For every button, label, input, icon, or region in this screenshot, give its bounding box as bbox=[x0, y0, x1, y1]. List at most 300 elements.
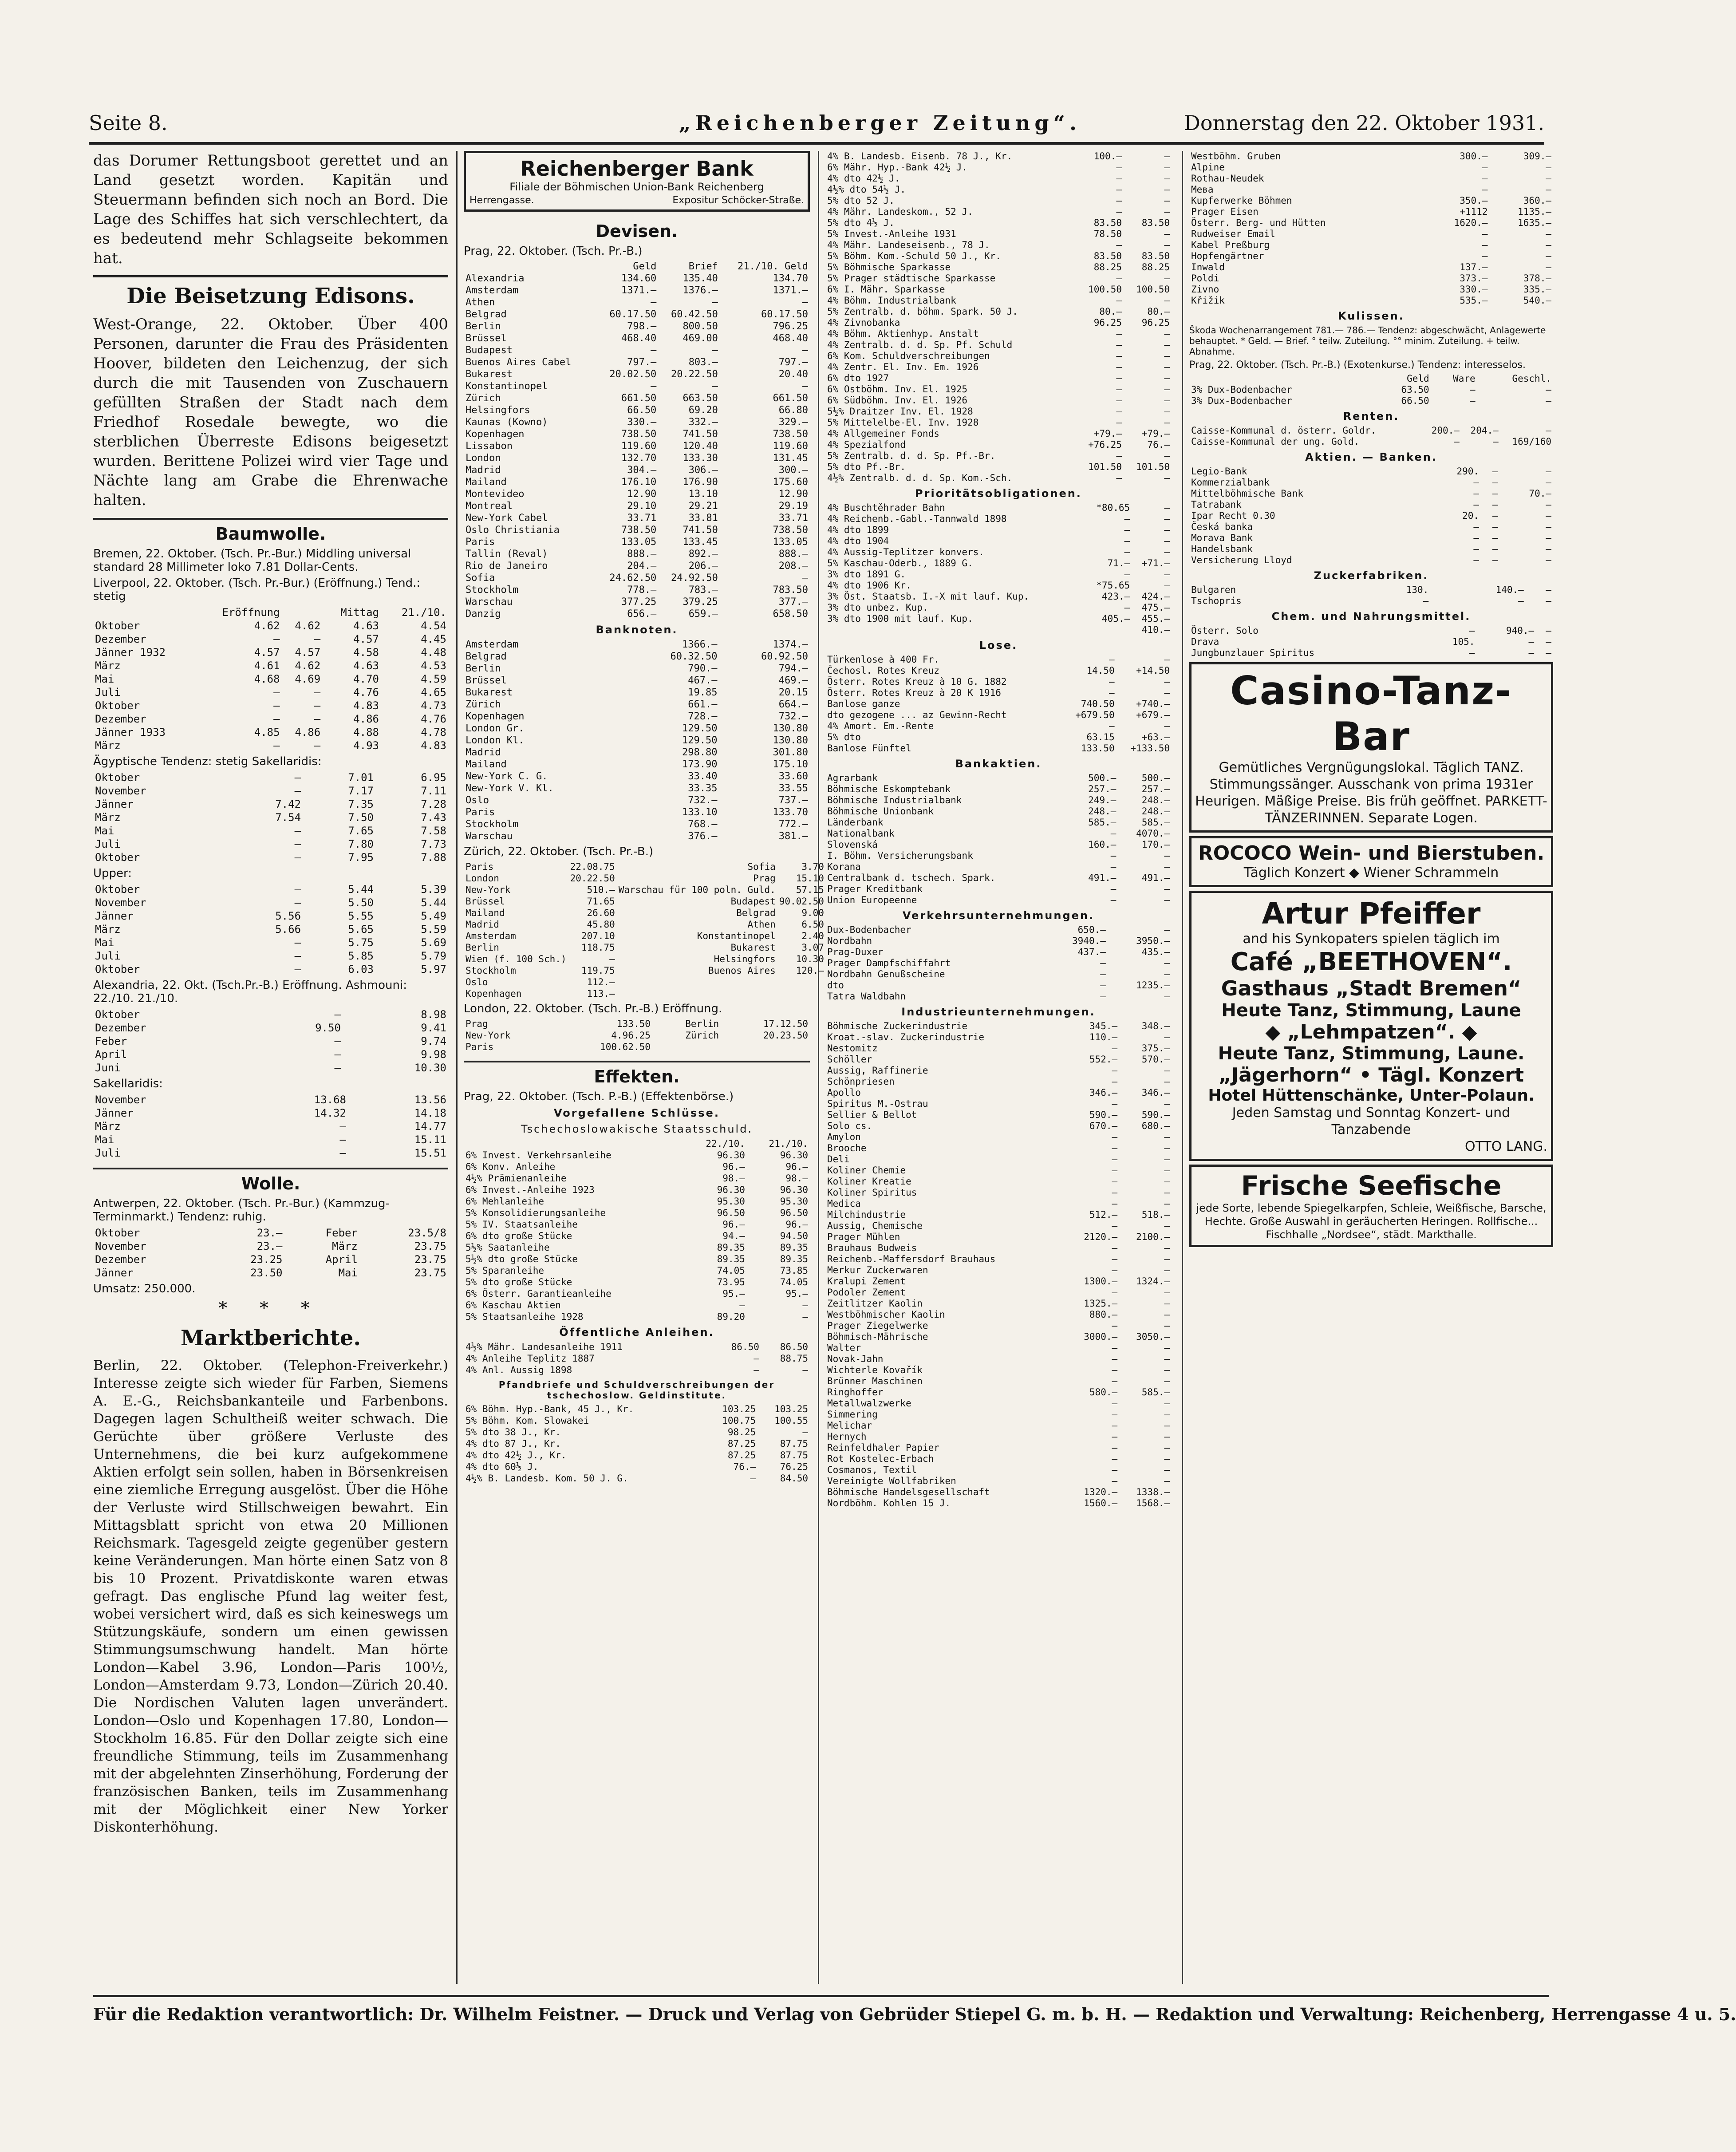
row-label: 4% Anleihe Teplitz 1887 bbox=[466, 1353, 595, 1364]
row-value: 86.50 bbox=[731, 1342, 759, 1352]
row-label: Kroat.-slav. Zuckerindustrie bbox=[827, 1032, 985, 1042]
advert-pfeiffer-title: Artur Pfeiffer bbox=[1262, 896, 1481, 931]
table-row bbox=[93, 936, 448, 949]
effekten-title: Effekten. bbox=[464, 1061, 810, 1086]
row-label: Caisse-Kommunal der ung. Gold. bbox=[1191, 436, 1360, 447]
row-value: 169/160 bbox=[1512, 436, 1551, 447]
row-value: 130.80 bbox=[773, 723, 808, 734]
row-label: Bukarest bbox=[466, 687, 513, 698]
table-row bbox=[825, 1198, 1172, 1209]
row-label: Banlose Fünftel bbox=[827, 743, 911, 754]
row-value: — bbox=[1482, 251, 1488, 261]
table-row bbox=[464, 368, 810, 380]
table-row bbox=[1189, 510, 1553, 521]
row-value: — bbox=[1116, 162, 1122, 173]
row-value: 89.20 bbox=[717, 1311, 745, 1322]
row-value: 133.50 bbox=[617, 1019, 651, 1029]
row-value: — bbox=[1112, 1154, 1118, 1165]
row-label: Brooche bbox=[827, 1143, 867, 1153]
row-value: — bbox=[273, 633, 280, 645]
table-row bbox=[1189, 636, 1553, 648]
table-row bbox=[464, 1018, 810, 1030]
industrie-table bbox=[825, 1021, 1172, 1509]
table-row bbox=[825, 362, 1172, 373]
row-value: 7.80 bbox=[348, 838, 374, 850]
advert-casino-text: Gemütliches Vergnügungslokal. Täglich TANZ. Stimmungssänger. Ausschank von prima 1931er Heurigen. Mäßige Preise. Bis früh geöffnet. PARKETT-TÄNZERINNEN. Separate Logen. bbox=[1195, 760, 1547, 826]
table-row bbox=[825, 817, 1172, 828]
upper-table bbox=[93, 883, 448, 976]
row-value: 1300.— bbox=[1084, 1276, 1118, 1287]
row-value: 12.90 bbox=[627, 489, 657, 500]
row-value: 15.11 bbox=[414, 1133, 446, 1146]
zurich-table bbox=[464, 861, 826, 999]
row-label: 5% Prager städtische Sparkasse bbox=[827, 273, 996, 284]
devisen-title: Devisen. bbox=[596, 221, 678, 241]
row-value: — bbox=[1116, 362, 1122, 372]
table-row bbox=[93, 699, 448, 712]
row-label: 4% Spezialfond bbox=[827, 439, 906, 450]
row-value: 381.— bbox=[778, 831, 808, 842]
table-row bbox=[825, 502, 1172, 513]
row-label: London Gr. bbox=[466, 723, 525, 734]
zucker-title: Zuckerfabriken. bbox=[1314, 569, 1429, 582]
table-row bbox=[825, 580, 1172, 591]
row-value: 15.51 bbox=[414, 1147, 446, 1159]
table-row bbox=[464, 344, 810, 356]
row-value: — bbox=[1164, 1187, 1170, 1198]
row-label: Westböhmischer Kaolin bbox=[827, 1309, 945, 1320]
effekten-dateline: Prag, 22. Oktober. (Tsch. P.-B.) (Effektenbörse.) bbox=[464, 1090, 734, 1103]
row-value: 9.00 bbox=[801, 908, 824, 918]
row-value: 20.23.50 bbox=[763, 1030, 808, 1041]
table-row bbox=[464, 404, 810, 416]
row-value: April bbox=[325, 1253, 358, 1266]
row-value: — bbox=[294, 896, 301, 909]
row-label: Jänner 1932 bbox=[95, 646, 166, 659]
table-row bbox=[93, 1266, 448, 1279]
table-row bbox=[825, 450, 1172, 462]
table-row bbox=[464, 572, 810, 584]
row-label: Wien (f. 100 Sch.) bbox=[466, 954, 567, 964]
row-value: 100.50 bbox=[1088, 284, 1122, 295]
row-value: — bbox=[1546, 425, 1551, 436]
row-label: Oslo Christiania bbox=[466, 525, 560, 536]
row-label: Nationalbank bbox=[827, 828, 895, 839]
row-label: Aussig, Raffinerie bbox=[827, 1065, 928, 1076]
row-value: 585.— bbox=[1141, 817, 1170, 828]
advert-jaegerhorn-title: „Jägerhorn“ • Tägl. Konzert bbox=[1218, 1064, 1524, 1086]
table-row bbox=[464, 723, 810, 734]
table-row bbox=[1189, 596, 1553, 607]
row-value: — bbox=[1492, 488, 1498, 499]
row-label: Hopfengärtner bbox=[1191, 251, 1264, 261]
row-label bbox=[825, 624, 1085, 636]
row-value: — bbox=[1112, 1431, 1118, 1442]
row-value: — bbox=[1100, 991, 1106, 1002]
column-header bbox=[464, 261, 597, 272]
market-article: Berlin, 22. Oktober. (Telephon-Freiverkehr.) Interesse zeigte sich wieder für Farben, Siemens A. E.-G., Reichsbankanteile und Farbenbons. Dagegen lagen Schultheiß weiter schwach. Die Gerüchte über größere Verluste des Unternehmens, die bei kurz aufgekommene Aktien erfolgt sein sollen, haben in Börsenkreisen eine ziemliche Erregung ausgelöst. Über die Höhe der Verluste wird Stillschweigen bewahrt. Ein Mittagsblatt spricht von etwa 20 Millionen Reichsmark. Tagesgeld zeigte gegenüber gestern keine Veränderungen. Man hörte einen Satz von 8 bis 10 Prozent. Privatdiskonte waren etwas gefragt. Das englische Pfund lag weiter fest, wobei versichert wird, daß es sich keineswegs um Stützungskäufe, sondern um einen gewissen Stimmungsumschwung handelt. Man hörte London—Kabel 3.96, London—Paris 100½, London—Amsterdam 9.73, London—Zürich 20.40. Die Nordischen Valuten lagen unverändert. London—Oslo und Kopenhagen 17.80, London—Stockholm 16.85. Für den Dollar zeigte sich eine freundliche Stimmung, teils im Zusammenhang mit der abgelehnten Zinserhöhung, Forderung der französischen Banken, teils im Zusammenhang mit der Möglichkeit einer New Yorker Diskonterhöhung. bbox=[93, 1358, 448, 1835]
row-value: 105. bbox=[1452, 636, 1475, 647]
row-value: 772.— bbox=[778, 819, 808, 830]
row-label: Oktober bbox=[95, 883, 140, 896]
row-value: — bbox=[1164, 1132, 1170, 1142]
table-row bbox=[1189, 544, 1553, 555]
row-value: — bbox=[1164, 861, 1170, 872]
row-label: Amylon bbox=[827, 1132, 861, 1142]
pfand-title: Pfandbriefe und Schuldverschreibungen der tschechoslow. Geldinstitute. bbox=[498, 1379, 775, 1401]
row-label: Jungbunzlauer Spiritus bbox=[1191, 648, 1315, 658]
row-value: 4.70 bbox=[353, 673, 379, 685]
table-row bbox=[825, 1343, 1172, 1354]
row-value: 87.25 bbox=[727, 1438, 756, 1449]
row-value: — bbox=[1116, 351, 1122, 361]
row-label: November bbox=[95, 1240, 146, 1252]
row-label: Warschau bbox=[466, 831, 513, 842]
row-value: — bbox=[651, 297, 657, 308]
row-value: 76.— bbox=[733, 1461, 756, 1472]
row-value: 88.25 bbox=[1141, 262, 1170, 272]
row-value: — bbox=[1469, 384, 1476, 395]
row-value: — bbox=[802, 1300, 808, 1311]
row-value: — bbox=[1116, 295, 1122, 306]
row-label: Koliner Spiritus bbox=[827, 1187, 917, 1198]
chem-title: Chem. und Nahrungsmittel. bbox=[1271, 610, 1471, 623]
table-row bbox=[93, 811, 448, 824]
row-label: Schöller bbox=[827, 1054, 872, 1065]
row-label: Koliner Kreatie bbox=[827, 1176, 911, 1187]
row-value: 1135.— bbox=[1518, 206, 1551, 217]
table-row bbox=[825, 1087, 1172, 1098]
table-row bbox=[1189, 477, 1553, 488]
row-value: 888.— bbox=[778, 549, 808, 560]
row-label: 4% Böhm. Aktienhyp. Anstalt bbox=[827, 328, 979, 339]
table-row bbox=[825, 687, 1172, 699]
table-row bbox=[825, 861, 1172, 873]
row-value: — bbox=[1124, 513, 1130, 524]
table-row bbox=[825, 340, 1172, 351]
row-value: 33.71 bbox=[627, 513, 657, 524]
table-row bbox=[464, 428, 810, 440]
table-row bbox=[93, 798, 448, 811]
row-value: — bbox=[1473, 488, 1480, 499]
row-value: 120.40 bbox=[683, 441, 718, 452]
table-row bbox=[464, 1219, 810, 1230]
prior-title: Prioritätsobligationen. bbox=[915, 487, 1082, 500]
row-label: Centralbank d. tschech. Spark. bbox=[827, 873, 996, 883]
wool-section-title: Wolle. bbox=[93, 1168, 448, 1193]
row-label: Bulgaren bbox=[1191, 584, 1236, 595]
row-label: London bbox=[466, 873, 499, 884]
table-row bbox=[464, 608, 810, 620]
row-value: 6.03 bbox=[348, 963, 374, 975]
table-row bbox=[1189, 262, 1553, 273]
row-value: — bbox=[1112, 1132, 1118, 1142]
row-label: Buenos Aires Cabel bbox=[466, 357, 572, 368]
row-value: 70.— bbox=[1529, 488, 1551, 499]
staat-subtitle: Tschechoslowakische Staatsschuld. bbox=[521, 1123, 753, 1135]
table-row bbox=[93, 896, 448, 909]
table-row bbox=[1189, 184, 1553, 195]
row-value: 377.25 bbox=[621, 596, 657, 608]
row-label: 5% Staatsanleihe 1928 bbox=[466, 1311, 584, 1322]
table-row bbox=[93, 1240, 448, 1253]
row-value: — bbox=[1109, 676, 1115, 687]
devisen-dateline: Prag, 22. Oktober. (Tsch. Pr.-B.) bbox=[464, 245, 643, 258]
row-label: Oktober bbox=[95, 1227, 140, 1239]
table-row bbox=[464, 320, 810, 332]
table-row bbox=[825, 1121, 1172, 1132]
table-row bbox=[464, 794, 810, 806]
table-row bbox=[464, 584, 810, 596]
row-label: Böhmisch-Mährische bbox=[827, 1331, 928, 1342]
advert-bremen-title: Gasthaus „Stadt Bremen“ bbox=[1221, 976, 1522, 1000]
row-value: — bbox=[1164, 229, 1170, 239]
row-value: 732.— bbox=[688, 795, 718, 806]
table-row bbox=[93, 949, 448, 963]
table-row bbox=[825, 873, 1172, 884]
table-row bbox=[1189, 395, 1553, 407]
row-label: Paris bbox=[466, 537, 495, 548]
column-header: Geschl. bbox=[1512, 373, 1551, 384]
table-row bbox=[1189, 162, 1553, 173]
row-label: 5% dto Pf.-Br. bbox=[827, 462, 906, 472]
table-row bbox=[825, 1143, 1172, 1154]
row-label: Metallwalzwerke bbox=[827, 1398, 911, 1409]
table-row bbox=[825, 295, 1172, 306]
row-value: 1376.— bbox=[683, 285, 718, 296]
row-value: — bbox=[1164, 1398, 1170, 1409]
row-value: 6.50 bbox=[801, 919, 824, 930]
row-value: 330.— bbox=[627, 417, 657, 428]
row-value: — bbox=[1164, 1065, 1170, 1076]
row-label: Ringhoffer bbox=[827, 1387, 884, 1398]
row-value: — bbox=[334, 1062, 341, 1074]
column-header bbox=[464, 1138, 684, 1149]
row-value: 71.— bbox=[1107, 558, 1130, 569]
row-value: 5.85 bbox=[348, 950, 374, 962]
row-label: 4% Anl. Aussig 1898 bbox=[466, 1365, 572, 1375]
row-value: 518.— bbox=[1141, 1209, 1170, 1220]
row-value: — bbox=[1116, 173, 1122, 184]
row-label: 5% dto bbox=[827, 732, 861, 742]
table-row bbox=[825, 1331, 1172, 1343]
table-row bbox=[93, 837, 448, 851]
row-label: Kralupi Zement bbox=[827, 1276, 906, 1287]
edison-article: West-Orange, 22. Oktober. Über 400 Personen, darunter die Frau des Präsidenten Hoover, bildeten den Leichenzug, der sich durch die mit Tausenden von Zuschauern gefüllten Straßen der Stadt nach dem Friedhof Rosedale bewegte, wo die sterblichen Überreste Edisons beigesetzt wurden. Berittene Polizei wird vier Tage und Nächte lang am Grabe die Ehrenwache halten. bbox=[93, 316, 448, 509]
table-row bbox=[464, 746, 810, 758]
table-row bbox=[93, 659, 448, 672]
table-row bbox=[825, 1265, 1172, 1276]
row-value: — bbox=[1164, 362, 1170, 372]
row-value: 133.50 bbox=[1081, 743, 1115, 754]
row-label: 5% Zentralb. d. böhm. Spark. 50 J. bbox=[827, 306, 1018, 317]
advert-beethoven-title: Café „BEETHOVEN“. bbox=[1230, 948, 1512, 976]
table-row bbox=[825, 558, 1172, 569]
row-label: Juni bbox=[95, 1062, 121, 1074]
row-value: 737.— bbox=[778, 795, 808, 806]
oeffentliche-title: Öffentliche Anleihen. bbox=[559, 1326, 714, 1339]
row-value: — bbox=[1164, 1354, 1170, 1364]
table-row bbox=[825, 958, 1172, 969]
table-row bbox=[825, 980, 1172, 991]
row-value: — bbox=[1528, 648, 1535, 658]
row-value: — bbox=[651, 381, 657, 392]
row-label: April bbox=[95, 1048, 127, 1061]
row-value: — bbox=[1164, 151, 1170, 162]
row-value: 119.60 bbox=[773, 441, 808, 452]
advert-seefische-text: jede Sorte, lebende Spiegelkarpfen, Schleie, Weißfische, Barsche, Hechte. Große Auswahl in geräucherten Heringen. Rollfische... Fischhalle „Nordsee“, städt. Markthalle. bbox=[1196, 1202, 1547, 1241]
row-value: 298.80 bbox=[682, 747, 718, 758]
row-value: 4070.— bbox=[1136, 828, 1170, 839]
row-value: Sofia bbox=[747, 861, 776, 872]
row-value: — bbox=[1473, 533, 1480, 543]
column-header bbox=[282, 606, 323, 619]
row-value: 83.50 bbox=[1141, 217, 1170, 228]
table-row bbox=[825, 513, 1172, 525]
row-label: New-York C. G. bbox=[466, 771, 548, 782]
row-value: — bbox=[339, 1147, 346, 1159]
row-label: Aussig, Chemische bbox=[827, 1220, 923, 1231]
table-row bbox=[1189, 151, 1553, 162]
table-row bbox=[464, 907, 826, 919]
row-value: 330.— bbox=[1460, 284, 1488, 295]
row-value: 4.62 bbox=[295, 659, 321, 672]
row-label: Österr. Rotes Kreuz à 10 G. 1882 bbox=[827, 676, 1007, 687]
row-value: 20.22.50 bbox=[671, 369, 718, 380]
row-value: *75.65 bbox=[1096, 580, 1130, 591]
row-value: 500.— bbox=[1141, 773, 1170, 783]
table-row bbox=[93, 1021, 448, 1035]
row-value: 96.50 bbox=[717, 1208, 745, 1218]
row-value: 33.35 bbox=[688, 783, 718, 794]
table-row bbox=[825, 284, 1172, 295]
table-row bbox=[93, 1253, 448, 1266]
row-label: März bbox=[95, 811, 121, 824]
table-row bbox=[93, 619, 448, 632]
table-row bbox=[464, 1196, 810, 1207]
row-value: 552.— bbox=[1089, 1054, 1118, 1065]
table-row bbox=[825, 217, 1172, 229]
row-label: Athen bbox=[466, 297, 495, 308]
row-value: — bbox=[1164, 1154, 1170, 1165]
table-row bbox=[464, 512, 810, 524]
zucker-table bbox=[1189, 584, 1553, 607]
row-value: — bbox=[1492, 521, 1498, 532]
row-value: 23.75 bbox=[414, 1253, 446, 1266]
row-label: 6% dto große Stücke bbox=[466, 1231, 572, 1241]
row-value: 100.55 bbox=[774, 1415, 808, 1426]
row-label: Dezember bbox=[95, 633, 146, 645]
row-value: 69.20 bbox=[688, 405, 718, 416]
row-value: 377.— bbox=[778, 596, 808, 608]
row-value: — bbox=[1546, 229, 1551, 239]
row-label: Mailand bbox=[466, 908, 505, 918]
row-value: — bbox=[1546, 555, 1551, 565]
row-value: 89.35 bbox=[717, 1254, 745, 1264]
row-label: Mai bbox=[95, 825, 114, 837]
row-value: 379.25 bbox=[683, 596, 718, 608]
table-row bbox=[825, 665, 1172, 676]
row-value: — bbox=[1546, 544, 1551, 554]
row-value: 435.— bbox=[1141, 947, 1170, 957]
row-label: 4% Zivnobanka bbox=[827, 317, 900, 328]
row-value: 9.98 bbox=[421, 1048, 446, 1061]
row-label: Mai bbox=[95, 1133, 114, 1146]
row-label: Jänner 1933 bbox=[95, 726, 166, 738]
row-label: Tatrabank bbox=[1191, 499, 1242, 510]
row-label: Agrarbank bbox=[827, 773, 878, 783]
row-value: 7.88 bbox=[421, 851, 446, 864]
row-value: 19.85 bbox=[688, 687, 718, 698]
row-label: Oktober bbox=[95, 963, 140, 975]
row-value: 510.— bbox=[587, 884, 615, 895]
column-3 bbox=[825, 151, 1172, 1509]
row-label: dto bbox=[827, 980, 844, 991]
table-row bbox=[825, 710, 1172, 721]
column-header: 22./10. bbox=[706, 1138, 745, 1149]
row-value: 348.— bbox=[1141, 1021, 1170, 1031]
row-label: Cosmanos, Textil bbox=[827, 1465, 917, 1475]
table-row bbox=[464, 896, 826, 907]
row-value: — bbox=[1164, 1476, 1170, 1486]
row-value: — bbox=[1164, 884, 1170, 894]
row-label: Österr. Solo bbox=[1191, 625, 1259, 636]
row-value: — bbox=[294, 825, 301, 837]
row-value: — bbox=[1164, 536, 1170, 546]
row-label: Solo cs. bbox=[827, 1121, 872, 1131]
row-value: 6.95 bbox=[421, 771, 446, 784]
row-value: — bbox=[1164, 721, 1170, 731]
row-label: 6% Kaschau Aktien bbox=[466, 1300, 561, 1311]
row-value: Helsingfors bbox=[714, 954, 776, 964]
table-row bbox=[464, 524, 810, 536]
row-value: — bbox=[1112, 1476, 1118, 1486]
row-value: — bbox=[1546, 466, 1551, 477]
table-row bbox=[464, 1242, 810, 1253]
row-label: 4% dto 1904 bbox=[827, 536, 889, 546]
intro-paragraph: das Dorumer Rettungsboot gerettet und an Land gesetzt worden. Kapitän und Steuermann befinden sich noch an Bord. Die Lage des Schiffes hat sich verschlechtert, da es bedeutend mehr Schlagseite bekommen hat. bbox=[93, 152, 448, 267]
row-value: 783.50 bbox=[773, 584, 808, 596]
table-row bbox=[1189, 466, 1553, 477]
table-row bbox=[825, 602, 1172, 613]
table-row bbox=[825, 536, 1172, 547]
row-value: 4.69 bbox=[295, 673, 321, 685]
row-value: 405.— bbox=[1101, 613, 1130, 624]
row-label: 4½% Zentralb. d. d. Sp. Kom.-Sch. bbox=[827, 473, 1013, 483]
table-row bbox=[464, 699, 810, 711]
row-value: 23.25 bbox=[250, 1253, 283, 1266]
row-value: — bbox=[1112, 1198, 1118, 1209]
row-value: 29.21 bbox=[688, 501, 718, 512]
row-value: — bbox=[294, 851, 301, 864]
row-value: 94.— bbox=[722, 1231, 745, 1241]
row-label: Bukarest bbox=[466, 369, 513, 380]
row-value: März bbox=[332, 1240, 358, 1252]
row-value: — bbox=[1473, 555, 1480, 565]
kulissen-title: Kulissen. bbox=[1338, 310, 1405, 322]
row-label: Juli bbox=[95, 950, 121, 962]
row-value: 173.90 bbox=[682, 759, 718, 770]
row-value: 1374.— bbox=[773, 639, 808, 650]
row-value: — bbox=[1112, 1398, 1118, 1409]
row-value: 309.— bbox=[1523, 151, 1551, 162]
row-value: 134.60 bbox=[621, 273, 657, 284]
table-row bbox=[825, 1498, 1172, 1509]
table-row bbox=[825, 251, 1172, 262]
row-value: 26.60 bbox=[587, 908, 615, 918]
row-value: 797.— bbox=[778, 357, 808, 368]
table-row bbox=[825, 1376, 1172, 1387]
